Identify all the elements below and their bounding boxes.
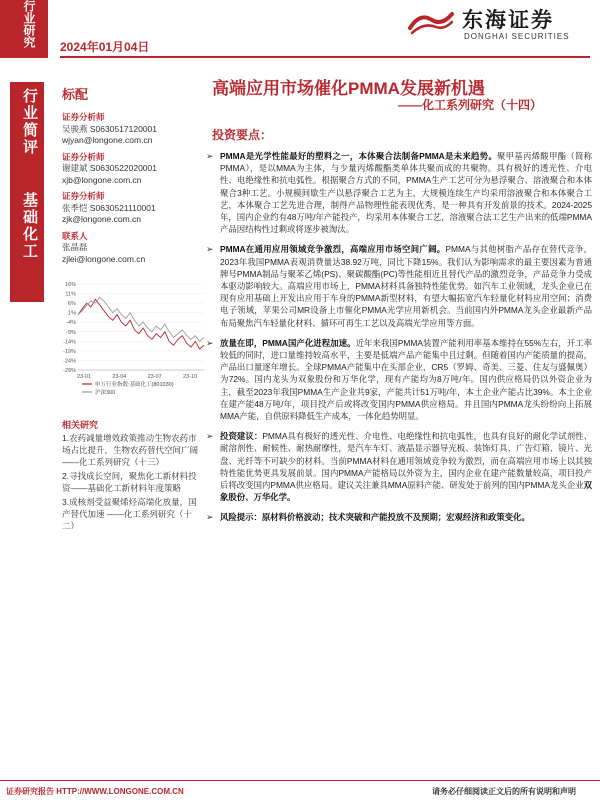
point-risks: 原材料价格波动；技术突破和产能投放不及预期；宏观经济和政策变化。 bbox=[261, 512, 530, 523]
analyst-entry bbox=[62, 152, 202, 187]
industry-rating: 标配 bbox=[62, 87, 89, 102]
chart-y-tick-label: -19% bbox=[63, 348, 76, 355]
index-performance-chart bbox=[58, 278, 208, 408]
analyst-entry bbox=[62, 112, 202, 147]
chart-x-tick-label: 23-07 bbox=[147, 374, 162, 380]
bullet-arrow-icon: ➢ bbox=[206, 244, 214, 255]
footer-website[interactable]: 证券研究报告 HTTP://WWW.LONGONE.COM.CN bbox=[6, 787, 184, 796]
chart-y-tick-label: 11% bbox=[65, 291, 76, 298]
investment-point bbox=[206, 243, 592, 328]
bullet-arrow-icon: ➢ bbox=[206, 512, 214, 523]
chart-y-tick-label: -9% bbox=[66, 329, 76, 336]
side-label-report-type: 行业简评 bbox=[21, 88, 38, 156]
donghai-logo-icon bbox=[406, 8, 456, 36]
bullet-arrow-icon: ➢ bbox=[206, 151, 214, 161]
logo-english-name: DONGHAI SECURITIES bbox=[464, 32, 570, 41]
point-lead: 风险提示： bbox=[220, 512, 262, 523]
report-date: 2024年01月04日 bbox=[60, 40, 150, 54]
related-research-item[interactable]: 1.农药减量增效政策推动生物农药市场占比提升，生物农药替代空间广阔——化工系列研究（十三） bbox=[62, 433, 199, 467]
analyst-email[interactable]: xjb@longone.com.cn bbox=[62, 174, 142, 185]
contact-name: 张晶磊 bbox=[62, 242, 88, 252]
point-recommendation: 双象股份、万华化学。 bbox=[220, 480, 592, 503]
point-body: 聚甲基丙烯酸甲酯（简称PMMA），是以MMA为主体，与少量丙烯酸酯类单体共聚而成的共聚物。具有极好的透光性、介电性、电绝缘性和抗电弧性。根据聚合方式的不同，PMMA生产工艺可分为悬浮聚合、溶液聚合和本体聚合3种工艺。小规模间歇生产以悬浮聚合工艺为主，大规模连续生产均采用溶液聚合和本体聚合工艺，本体聚合工艺先进合理，制得产品物理性能表现优秀，是一种具有开发前景的技术。2024-2025年，国内企业约有48万吨/年产能投产，均采用本体聚合工艺，溶液聚合法工艺生产出来的低端PMMA产品因结构性过剩或将逐步被淘汰。 bbox=[220, 151, 592, 235]
chart-svg bbox=[58, 278, 208, 408]
chart-legend-label: 沪深300 bbox=[95, 390, 116, 396]
analyst-role: 证券分析师 bbox=[62, 151, 105, 162]
bullet-arrow-icon: ➢ bbox=[206, 337, 214, 348]
side-strip bbox=[0, 58, 48, 800]
logo-chinese-name: 东海证券 bbox=[462, 9, 554, 32]
footer-disclaimer: 请务必仔细阅读正文后的所有说明和声明 bbox=[432, 787, 576, 796]
footer-divider bbox=[0, 780, 600, 781]
related-research-list bbox=[62, 432, 202, 534]
chart-y-tick-label: -29% bbox=[63, 368, 76, 374]
point-body: PMMA具有极好的透光性、介电性、电绝缘性和抗电弧性，也具有良好的耐化学试剂性、耐溶剂性、耐候性、耐热耐摩性，是汽车车灯、液晶显示器导光板、装饰灯具、广告灯箱、镜片、光盘、光纤等不可缺少的材料。当前PMMA材料在通用领域竞争较为激烈，而在高端应用市场上以其独特性能优势更具发展前景。国内PMMA产能格局以外资为主，国内企业在建产能数量较高，项目投产后将改变国内PMMA供应格局。建议关注兼具MMA原料产能、研发处于前列的国内PMMA龙头企业 bbox=[220, 431, 593, 491]
analyst-entry bbox=[62, 191, 202, 226]
analyst-list bbox=[62, 112, 202, 270]
point-lead: 投资建议： bbox=[220, 431, 263, 442]
investment-points-heading: 投资要点： bbox=[212, 128, 273, 142]
header-divider bbox=[60, 56, 590, 58]
investment-point bbox=[206, 511, 592, 523]
investment-point bbox=[206, 150, 592, 235]
analyst-name-code: 吴骏燕 S0630517120001 bbox=[62, 123, 157, 134]
chart-x-tick-label: 23-10 bbox=[182, 374, 198, 380]
chart-x-tick-label: 23-04 bbox=[112, 374, 127, 380]
analyst-name-code: 谢建斌 S0630522020001 bbox=[62, 163, 157, 173]
report-title: 高端应用市场催化PMMA发展新机遇 bbox=[212, 79, 485, 98]
chart-y-tick-label: 16% bbox=[64, 282, 76, 288]
point-body: PMMA与其他树脂产品存在替代竞争，2023年我国PMMA表观消费量达38.92万吨，同比下降15%。我们认为影响需求的最主要因素为普通牌号PMMA制品与聚苯乙烯(PS)、聚碳酸酯(PC)等性能相近且替代产品的激烈竞争，产品竞争力受成本驱动影响较大。高端应用市场上，PMMA材料具备独特性能优势。如汽车工业领域，龙头企业已在现有应用基础上开发出应用于车身的PMMA新型材料，有望大幅拓宽汽车轻量化材料应用空间；消费电子领域，苹果公司MR设备上市催化PMMA光学应用新机会。当前国内外PMMA龙头企业最新产品布局聚焦汽车轻量化材料、循环可再生工艺以及高端光学应用等方面。 bbox=[220, 244, 592, 328]
point-body: 近年来我国PMMA装置产能利用率基本维持在55%左右，开工率较低的同时，进口量维持较高水平，主要是低端产品产能集中且过剩。但随着国内产能质量的提高，产品出口量逐年增长。全球PMMA产能集中在头部企业，CR5（罗姆、奇美、三菱、住友与盛佩奥）为72%。国内龙头为双象股份和万华化学，现有产能均为8万吨/年。国内供应格局仍以外资企业为主，截至2023年我国PMMA生产企业共9家，产能共计51万吨/年，本土企业产能占比39%。本土企业在建产能48万吨/年，项目投产后或将改变国内PMMA供应格局。并且国内PMMA龙头纷纷向上拓展MMA产能，自供原料降低生产成本，一体化趋势明显。 bbox=[220, 337, 592, 422]
chart-x-tick-label: 23-01 bbox=[76, 374, 92, 380]
point-lead: 放量在即，PMMA国产化进程加速。 bbox=[220, 337, 356, 348]
chart-y-tick-label: -14% bbox=[63, 339, 76, 346]
report-subtitle: ——化工系列研究（十四） bbox=[398, 98, 543, 112]
analyst-role: 证券分析师 bbox=[62, 112, 105, 122]
chart-y-tick-label: 1% bbox=[68, 310, 76, 317]
contact-role: 联系人 bbox=[62, 230, 88, 241]
analyst-name-code: 张季恺 S0630521110001 bbox=[62, 202, 156, 213]
analyst-role: 证券分析师 bbox=[62, 191, 105, 201]
analyst-email[interactable]: zjk@longone.com.cn bbox=[62, 214, 142, 224]
contact-entry bbox=[62, 231, 202, 266]
chart-y-tick-label: -4% bbox=[66, 320, 76, 327]
side-label-sector: 基础化工 bbox=[21, 192, 38, 260]
investment-points bbox=[206, 150, 592, 532]
investment-point bbox=[206, 430, 592, 503]
related-research-title: 相关研究 bbox=[62, 420, 99, 430]
investment-point bbox=[206, 337, 592, 422]
chart-y-tick-label: 6% bbox=[68, 301, 76, 308]
contact-email[interactable]: zjlei@longone.com.cn bbox=[62, 253, 146, 264]
point-lead: PMMA在通用应用领域竞争激烈，高端应用市场空间广阔。 bbox=[220, 244, 446, 255]
related-research-item[interactable]: 2.寻找成长空间，聚焦化工新材料投资——基础化工新材料年度策略 bbox=[62, 471, 197, 493]
point-lead: PMMA是光学性能最好的塑料之一，本体聚合法制备PMMA是未来趋势。 bbox=[220, 151, 497, 161]
analyst-email[interactable]: wjyan@longone.com.cn bbox=[62, 135, 153, 145]
related-research-item[interactable]: 3.成核剂受益聚烯烃高端化放量，国产替代加速 ——化工系列研究（十二） bbox=[62, 497, 197, 531]
chart-legend-label: 申万行业指数:基础化工(801030) bbox=[95, 382, 174, 388]
bullet-arrow-icon: ➢ bbox=[206, 431, 214, 442]
report-type-side-label: 行业研究 bbox=[22, 0, 36, 48]
chart-y-tick-label: -24% bbox=[63, 358, 76, 365]
chart-series-line bbox=[78, 297, 204, 341]
